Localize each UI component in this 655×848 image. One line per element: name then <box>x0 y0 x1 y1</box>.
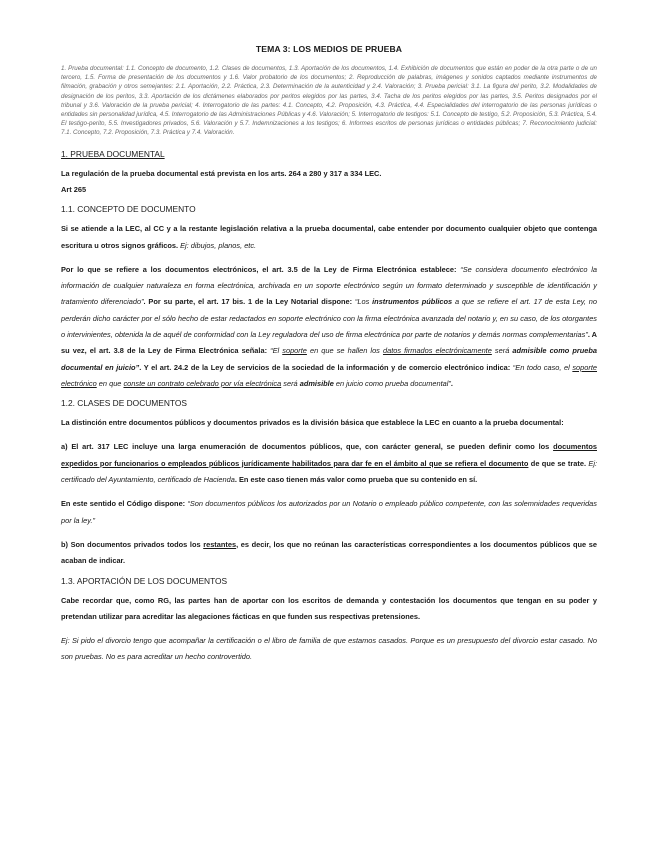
section-1-intro: La regulación de la prueba documental está prevista en los arts. 264 a 280 y 317 a 334 LEC. <box>61 168 382 178</box>
section-1-3-paragraph-1: Cabe recordar que, como RG, las partes han de aportar con los escritos de demanda y contestación los documentos que tengan en su poder y pretendan utilizar para acreditar las alegaciones fácticas en que funden sus respectivas pretensiones. <box>61 595 597 621</box>
section-1-article-ref: Art 265 <box>61 184 87 194</box>
section-1-1-paragraph-2: Por lo que se refiere a los documentos electrónicos, el art. 3.5 de la Ley de Firma Electrónica establece: “Se considera documento electrónico la información de cualquier naturaleza en forma electrónica, archivada en un soporte electrónico según un formato determinado y susceptible de identificación y tratamiento diferenciado”. Por su parte, el art. 17 bis. 1 de la Ley Notarial dispone: “Los instrumentos públicos a que se refiere el art. 17 de esta Ley, no perderán dicho carácter por el sólo hecho de estar redactados en soporte electrónico con la firma electrónica avanzada del notario y, en su caso, de los otorgantes o intervinientes, obtenida la de aquél de conformidad con la Ley reguladora del uso de firma electrónica por parte de notarios y demás normas complementarias”. A su vez, el art. 3.8 de la Ley de Firma Electrónica señala: “El soporte en que se hallen los datos firmados electrónicamente será admisible como prueba documental en juicio”. Y el art. 24.2 de la Ley de servicios de la sociedad de la información y de comercio electrónico indica: “En todo caso, el soporte electrónico en que conste un contrato celebrado por vía electrónica será admisible en juicio como prueba documental”. <box>61 264 598 388</box>
section-1-heading: 1. PRUEBA DOCUMENTAL <box>61 148 165 159</box>
section-1-2-paragraph-1: La distinción entre documentos públicos y documentos privados es la división básica que establece la LEC en cuanto a la prueba documental: <box>61 418 564 428</box>
section-1-2-paragraph-3: En este sentido el Código dispone: “Son documentos públicos los autorizados por un Notario o empleado público competente, con las solemnidades requeridas por la ley.” <box>61 499 597 525</box>
topic-index: 1. Prueba documental: 1.1. Concepto de documento, 1.2. Clases de documentos, 1.3. Aportación de los documentos, 1.4. Exhibición de documentos que están en poder de la otra parte o de un tercero, 1.5. Forma de presentación de los documentos y 1.6. Valor probatorio de los documentos; 2. Reproducción de palabras, imágenes y sonidos captados mediante instrumentos de filmación, grabación y otros semejantes: 2.1. Aportación, 2.2. Práctica, 2.3. Determinación de la autenticidad y 2.4. Valoración; 3. Prueba pericial: 3.1. La figura del perito, 3.2. Modalidades de designación de los peritos, 3.3. Aportación de los dictámenes elaborados por peritos elegidos por las partes, 3.4. Tacha de los peritos elegidos por las partes, 3.5. Peritos designados por el tribunal y 3.6. Valoración de la prueba pericial; 4. Interrogatorio de las partes: 4.1. Concepto, 4.2. Proposición, 4.3. Práctica, 4.4. Especialidades del interrogatorio de las personas jurídicas o entidades sin personalidad jurídica, 4.5. Interrogatorio de las Administraciones Públicas y 4.6. Valoración; 5. Interrogatorio de testigos: 5.1. Concepto de testigo, 5.2. Proposición, 5.3. Práctica, 5.4. El testigo-perito, 5.5. Investigadores privados, 5.6. Valoración y 5.7. Indemnizaciones a los testigos; 6. Informes escritos de personas jurídicas o entidades públicas; 7. Reconocimiento judicial: 7.1. Concepto, 7.2. Proposición, 7.3. Práctica y 7.4. Valoración. <box>61 65 597 137</box>
document-title: TEMA 3: LOS MEDIOS DE PRUEBA <box>255 44 403 54</box>
section-1-2-heading: 1.2. CLASES DE DOCUMENTOS <box>61 398 187 409</box>
section-1-3-example: Ej: Si pido el divorcio tengo que acompañar la certificación o el libro de familia de que estamos casados. Porque es un presupuesto del divorcio estar casado. No son pruebas. No es para acreditar un hecho controvertido. <box>61 636 597 662</box>
section-1-3-heading: 1.3. APORTACIÓN DE LOS DOCUMENTOS <box>61 575 228 586</box>
section-1-1-paragraph-1: Si se atiende a la LEC, al CC y a la restante legislación relativa a la prueba documental, cabe entender por documento cualquier objeto que contenga escritura u otros signos gráficos. Ej: dibujos, planos, etc. <box>61 224 597 250</box>
section-1-1-heading: 1.1. CONCEPTO DE DOCUMENTO <box>61 204 196 215</box>
section-1-2-paragraph-4: b) Son documentos privados todos los restantes, es decir, los que no reúnan las características correspondientes a los documentos públicos que se acaban de indicar. <box>61 539 597 566</box>
section-1-2-paragraph-2: a) El art. 317 LEC incluye una larga enumeración de documentos públicos, que, con carácter general, se pueden definir como los documentos expedidos por funcionarios o empleados públicos jurídicamente habilitados para dar fe en el ámbito al que se refiera el documento de que se trate. Ej: certificado del Ayuntamiento, certificado de Hacienda. En este caso tienen más valor como prueba que su contenido en sí. <box>61 442 598 485</box>
